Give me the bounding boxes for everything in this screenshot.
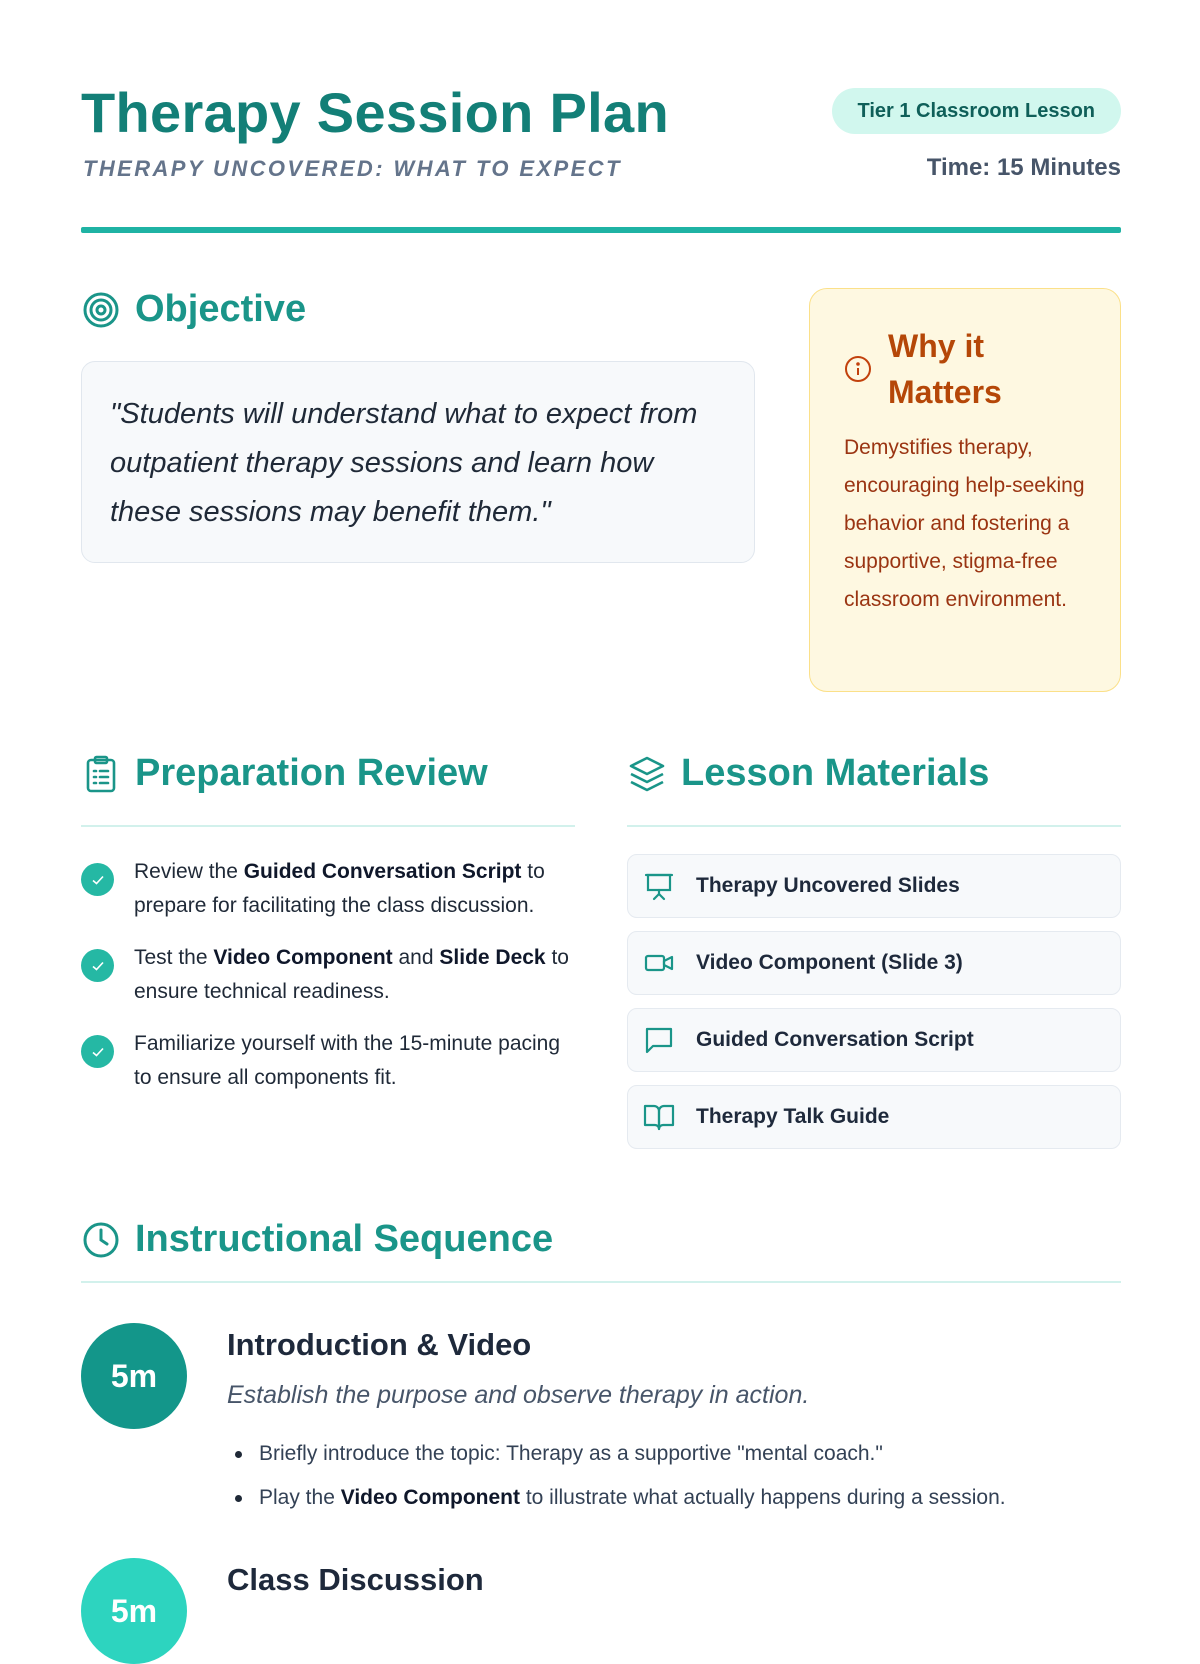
tier-badge: Tier 1 Classroom Lesson	[832, 88, 1122, 134]
video-icon	[644, 948, 674, 978]
bullet-bold-text: Video Component	[340, 1486, 520, 1509]
material-label: Guided Conversation Script	[696, 1028, 974, 1051]
step-duration-badge: 5m	[81, 1558, 187, 1664]
materials-heading	[627, 752, 989, 795]
objective-heading	[81, 288, 306, 331]
check-icon	[81, 949, 114, 982]
time-label: Time: 15 Minutes	[926, 154, 1121, 181]
preparation-divider	[81, 825, 575, 827]
sequence-heading	[81, 1218, 553, 1261]
session-plan-page	[81, 0, 1121, 1629]
material-item-video[interactable]	[627, 931, 1121, 995]
step-bullet-list	[227, 1432, 1107, 1520]
material-label: Therapy Talk Guide	[696, 1105, 890, 1128]
sequence-heading-label: Instructional Sequence	[135, 1218, 554, 1260]
prep-text: Familiarize yourself with the 15-minute pacing to ensure all components fit.	[134, 1032, 561, 1089]
objective-quote: "Students will understand what to expect from outpatient therapy sessions and learn how these sessions may benefit them."	[110, 398, 698, 528]
list-item	[227, 1432, 1107, 1476]
prep-text: to ensure technical readiness.	[134, 946, 569, 1003]
presentation-icon	[644, 871, 674, 901]
material-item-guide[interactable]	[627, 1085, 1121, 1149]
page-header	[81, 80, 1121, 232]
check-icon	[81, 1035, 114, 1068]
list-item	[227, 1476, 1107, 1520]
prep-text: and	[392, 946, 440, 969]
materials-divider	[627, 825, 1121, 827]
page-subtitle: THERAPY UNCOVERED: WHAT TO EXPECT	[83, 156, 622, 181]
preparation-heading-label: Preparation Review	[135, 752, 488, 794]
message-square-icon	[644, 1025, 674, 1055]
prep-text: to prepare for facilitating the class discussion.	[134, 860, 545, 917]
sequence-divider	[81, 1281, 1121, 1283]
step-title: Introduction & Video	[227, 1327, 532, 1362]
prep-bold-text: Slide Deck	[439, 946, 546, 969]
list-item	[81, 855, 575, 923]
book-open-icon	[644, 1102, 674, 1132]
prep-text: Review the	[134, 860, 244, 883]
why-it-matters-body: Demystifies therapy, encouraging help-seeking behavior and fostering a supportive, stigma-free classroom environment.	[844, 436, 1085, 611]
page-title: Therapy Session Plan	[81, 81, 669, 144]
info-icon	[844, 355, 872, 383]
material-item-script[interactable]	[627, 1008, 1121, 1072]
material-label: Therapy Uncovered Slides	[696, 874, 960, 897]
target-icon	[81, 290, 121, 330]
objective-quote-box	[81, 361, 755, 563]
material-label: Video Component (Slide 3)	[696, 951, 963, 974]
clipboard-list-icon	[81, 754, 121, 794]
step-title: Class Discussion	[227, 1562, 484, 1597]
bullet-text: Briefly introduce the topic: Therapy as a supportive "mental coach."	[259, 1442, 883, 1465]
preparation-list	[81, 855, 575, 1113]
preparation-heading	[81, 752, 488, 795]
list-item	[81, 1027, 575, 1095]
clock-icon	[81, 1220, 121, 1260]
layers-icon	[627, 754, 667, 794]
prep-bold-text: Guided Conversation Script	[243, 860, 522, 883]
materials-heading-label: Lesson Materials	[681, 752, 990, 794]
material-item-slides[interactable]	[627, 854, 1121, 918]
objective-heading-label: Objective	[135, 288, 307, 330]
why-it-matters-card	[809, 288, 1121, 692]
step-duration-badge: 5m	[81, 1323, 187, 1429]
why-it-matters-heading: Why it Matters	[888, 328, 1002, 410]
step-subtitle: Establish the purpose and observe therapy in action.	[227, 1381, 810, 1409]
list-item	[81, 941, 575, 1009]
prep-text: Test the	[134, 946, 214, 969]
bullet-text: Play the	[259, 1486, 341, 1509]
bullet-text: to illustrate what actually happens during a session.	[520, 1486, 1006, 1509]
header-divider	[81, 227, 1121, 233]
prep-bold-text: Video Component	[213, 946, 393, 969]
check-icon	[81, 863, 114, 896]
